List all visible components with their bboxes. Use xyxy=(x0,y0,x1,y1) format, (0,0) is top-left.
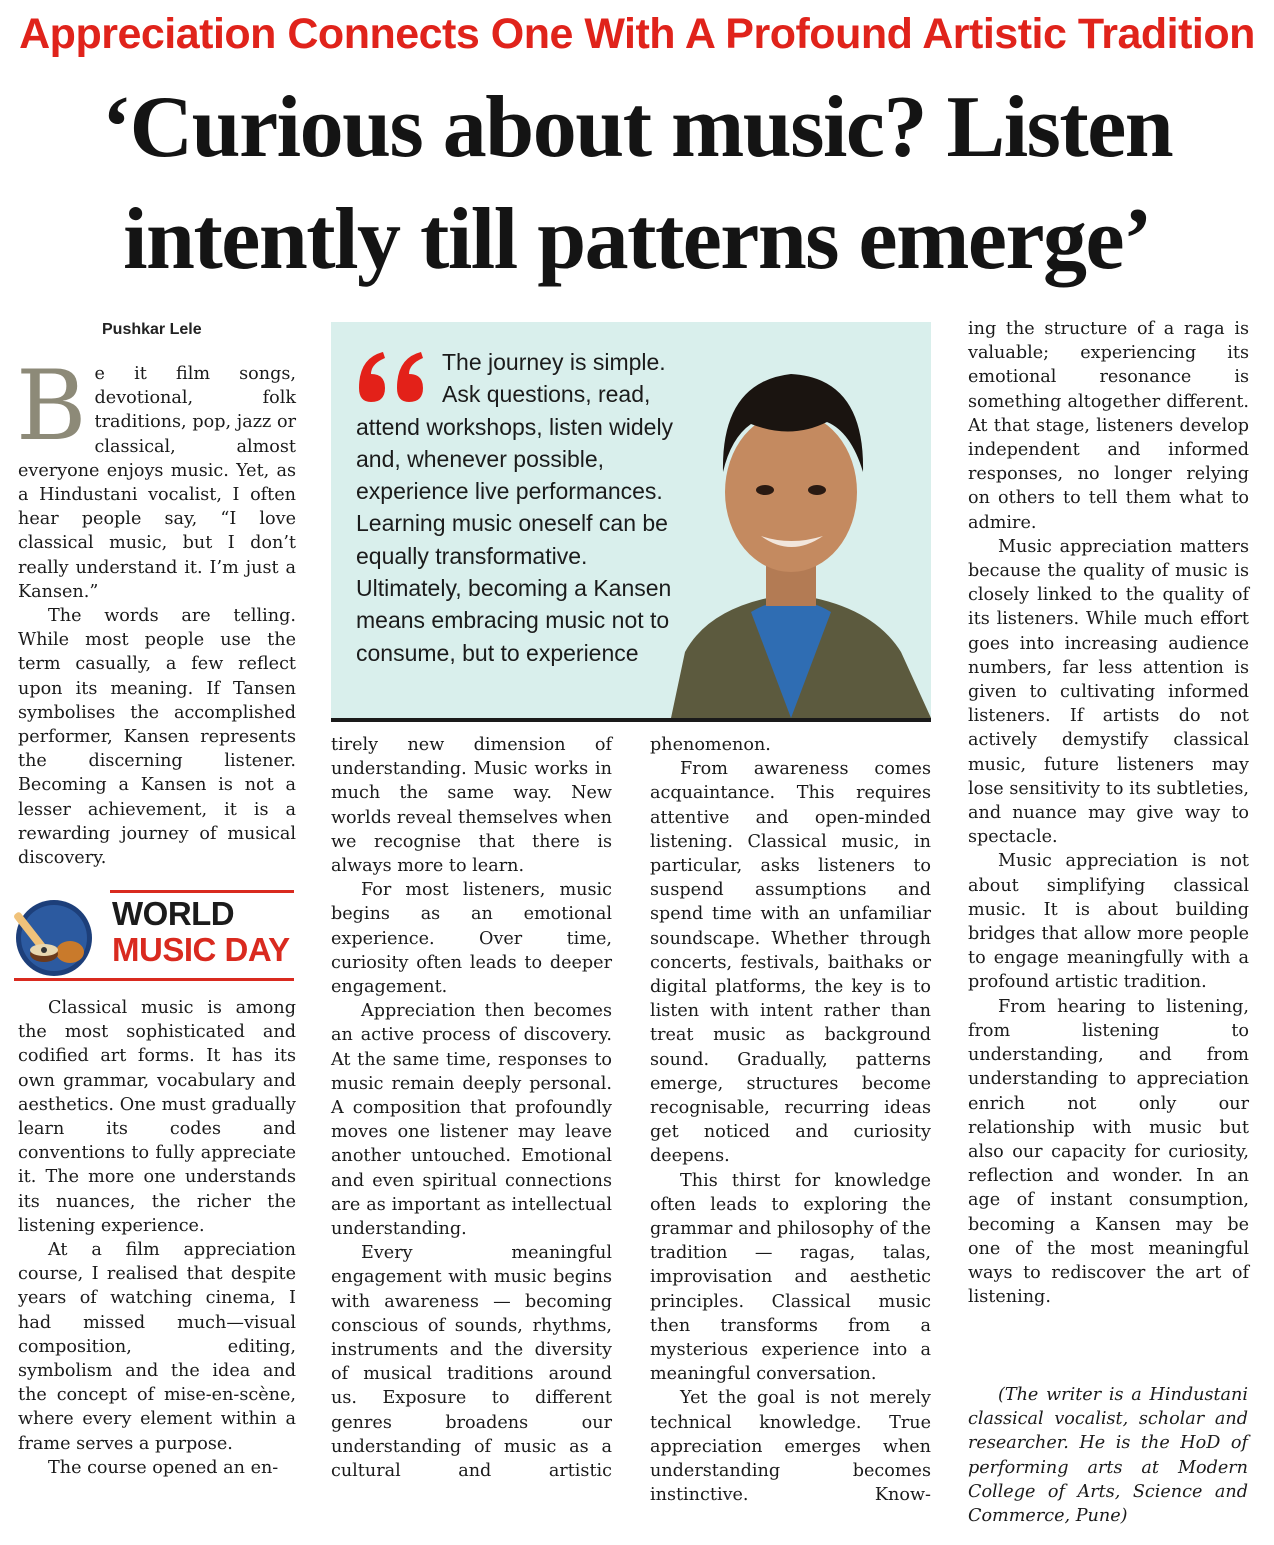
pull-quote-text xyxy=(356,346,696,669)
paragraph: The words are telling. While most people use the term casually, a few reflect upon its meaning. If Tansen symbolises the accomplished performer, Kansen represents the discerning listener. Becoming a Kansen is not a lesser achievement, it is a rewarding journey of musical discovery. xyxy=(18,606,296,869)
author-bio xyxy=(968,1383,1248,1528)
sitar-and-tabla-icon xyxy=(14,894,106,978)
paragraph: From awareness comes acquaintance. This requires attentive and open-minded listening. Classical music, in particular, asks listeners to suspend assumptions and spend time with an unfamiliar soundscape. Whether through concerts, festivals, baithaks or digital platforms, the key is to listen with intent rather than treat music as background sound. Gradually, patterns emerge, structures become recognisable, recurring ideas get noticed and curiosity deepens. xyxy=(650,759,931,1167)
paragraph: Classical music is among the most sophisticated and codified art forms. It has its own grammar, vocabulary and aesthetics. One must gradually learn its codes and conventions to fully appreciate it. The more one understands its nuances, the richer the listening experience. xyxy=(18,998,296,1236)
paragraph: This thirst for knowledge often leads to exploring the grammar and philosophy of the tradition — ragas, talas, improvisation and aesthetic principles. Classical music then transforms from a mysterious experience into a meaningful conversation. xyxy=(650,1170,931,1385)
paragraph: Music appreciation is not about simplifying classical music. It is about building bridges that allow more people to engage meaningfully with a profound artistic tradition. xyxy=(968,851,1249,993)
paragraph: Every meaningful engagement with music begins with awareness — becoming conscious of sounds, rhythms, instruments and the diversity of musical traditions around us. Exposure to different genres broadens our understanding of music as a cultural and artistic xyxy=(331,1243,612,1482)
logo-word-music-day: MUSIC DAY xyxy=(112,931,290,968)
column-4 xyxy=(968,317,1249,1309)
pull-quote-box xyxy=(331,322,931,718)
byline: Pushkar Lele xyxy=(102,321,202,338)
logo-word-world: WORLD xyxy=(112,895,235,932)
paragraph: At a film appreciation course, I realised that despite years of watching cinema, I had missed much—visual composition, editing, symbolism and the idea and the concept of mise-en-scène, where every element within a frame serves a purpose. xyxy=(18,1240,296,1454)
column-2 xyxy=(331,733,612,1483)
paragraph-text: e it film songs, devotional, folk traditions, pop, jazz or classical, almost everyone enjoys music. Yet, as a Hindustani vocalist, I often hear people say, “I love classical music, but I don’t really understand it. I’m just a Kansen.” xyxy=(18,364,296,602)
drop-cap: B xyxy=(16,350,87,462)
logo-rule-bottom xyxy=(14,978,294,981)
main-headline: ‘Curious about music? Listen intently till patterns emerge’ xyxy=(101,79,1173,288)
logo-rule xyxy=(110,890,294,893)
column-1-top xyxy=(16,350,296,870)
pull-quote-rest: attend workshops, listen widely and, whenever possible, experience live performances. Learning music oneself can be equally transformative. Ultimately, becoming a Kansen means embracing music not to consume, but to experience xyxy=(356,413,674,666)
bio-text: (The writer is a Hindustani classical vocalist, scholar and researcher. He is the HoD of performing arts at Modern College of Arts, Science and Commerce, Pune) xyxy=(968,1385,1248,1527)
column-3 xyxy=(650,733,931,1508)
paragraph xyxy=(16,350,296,604)
pull-quote-lead: The journey is simple. Ask questions, read, xyxy=(442,349,666,408)
paragraph: From hearing to listening, from listening to understanding, and from understanding to appreciation enrich not only our relationship with music but also our capacity for curiosity, reflection and wonder. In an age of instant consumption, becoming a Kansen may be one of the most meaningful ways to rediscover the art of listening. xyxy=(968,996,1249,1308)
world-music-day-logo xyxy=(14,890,292,982)
column-1-bottom xyxy=(18,996,296,1480)
kicker-headline: Appreciation Connects One With A Profound Artistic Tradition xyxy=(19,10,1255,58)
paragraph: For most listeners, music begins as an emotional experience. Over time, curiosity often leads to deeper engagement. xyxy=(331,880,612,998)
paragraph: The course opened an en- xyxy=(48,1457,279,1478)
paragraph: Music appreciation matters because the quality of music is closely linked to the quality of its listeners. While much effort goes into increasing audience numbers, far less attention is given to cultivating informed listeners. If artists do not actively demystify classical music, future listeners may lose sensitivity to its subtleties, and nuance may give way to spectacle. xyxy=(968,536,1249,848)
paragraph: Appreciation then becomes an active process of discovery. At the same time, responses to music remain deeply personal. A composition that profoundly moves one listener may leave another untouched. Emotional and even spiritual connections are as important as intellectual understanding. xyxy=(331,1001,612,1240)
paragraph: ing the structure of a raga is valuable; experiencing its emotional resonance is something altogether different. At that stage, listeners develop independent and informed responses, no longer relying on others to tell them what to admire. xyxy=(968,319,1249,533)
paragraph: Yet the goal is not merely technical knowledge. True appreciation emerges when understanding becomes instinctive. Know- xyxy=(650,1388,931,1506)
author-portrait xyxy=(651,322,931,718)
pull-quote-rule xyxy=(331,718,931,722)
paragraph: tirely new dimension of understanding. Music works in much the same way. New worlds reveal themselves when we recognise that there is always more to learn. xyxy=(331,735,612,877)
paragraph: phenomenon. xyxy=(650,735,771,755)
